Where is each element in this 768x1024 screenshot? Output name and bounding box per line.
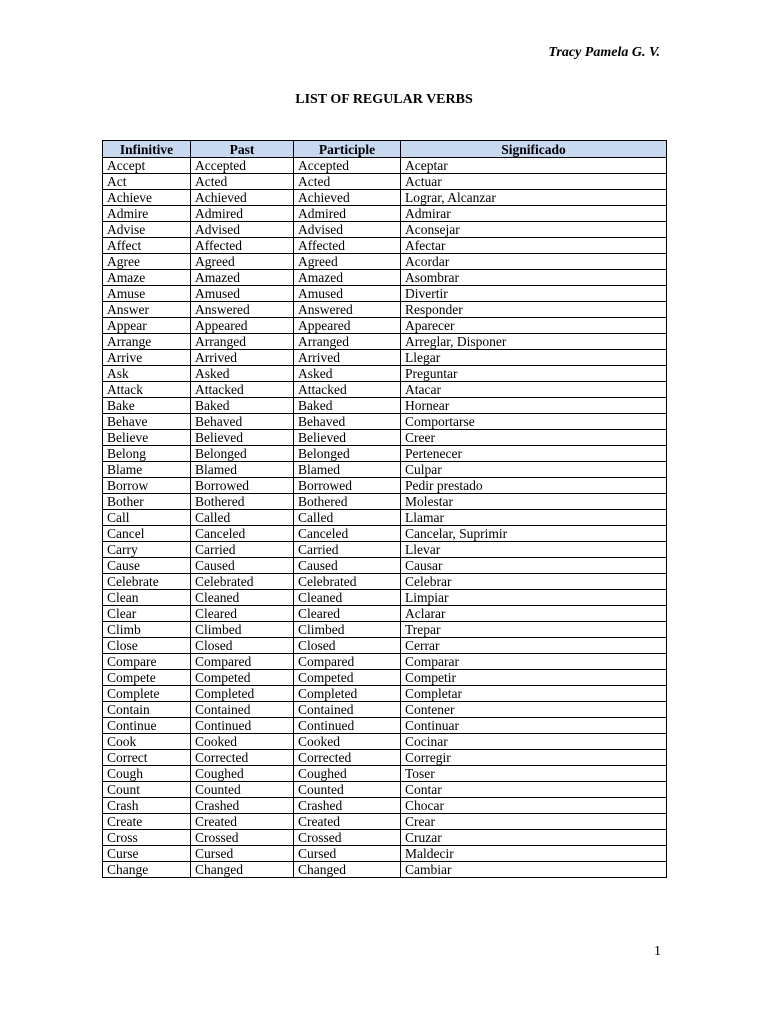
participle-cell: Cleaned [294, 590, 401, 606]
infinitive-cell: Continue [103, 718, 191, 734]
significado-cell: Lograr, Alcanzar [401, 190, 667, 206]
significado-cell: Llamar [401, 510, 667, 526]
significado-cell: Acordar [401, 254, 667, 270]
past-cell: Achieved [191, 190, 294, 206]
past-cell: Caused [191, 558, 294, 574]
infinitive-cell: Behave [103, 414, 191, 430]
infinitive-cell: Cook [103, 734, 191, 750]
table-row [103, 270, 667, 286]
table-row [103, 222, 667, 238]
infinitive-cell: Curse [103, 846, 191, 862]
participle-cell: Counted [294, 782, 401, 798]
past-cell: Arrived [191, 350, 294, 366]
past-cell: Attacked [191, 382, 294, 398]
significado-cell: Trepar [401, 622, 667, 638]
participle-cell: Crashed [294, 798, 401, 814]
infinitive-cell: Celebrate [103, 574, 191, 590]
past-cell: Asked [191, 366, 294, 382]
infinitive-cell: Appear [103, 318, 191, 334]
significado-cell: Aceptar [401, 158, 667, 174]
table-row [103, 686, 667, 702]
infinitive-cell: Cough [103, 766, 191, 782]
participle-cell: Answered [294, 302, 401, 318]
participle-cell: Canceled [294, 526, 401, 542]
significado-cell: Limpiar [401, 590, 667, 606]
infinitive-cell: Agree [103, 254, 191, 270]
table-row [103, 190, 667, 206]
significado-cell: Atacar [401, 382, 667, 398]
column-header-participle: Participle [294, 141, 401, 158]
infinitive-cell: Ask [103, 366, 191, 382]
infinitive-cell: Bother [103, 494, 191, 510]
participle-cell: Created [294, 814, 401, 830]
infinitive-cell: Affect [103, 238, 191, 254]
infinitive-cell: Answer [103, 302, 191, 318]
past-cell: Appeared [191, 318, 294, 334]
infinitive-cell: Climb [103, 622, 191, 638]
participle-cell: Behaved [294, 414, 401, 430]
participle-cell: Called [294, 510, 401, 526]
column-header-infinitive: Infinitive [103, 141, 191, 158]
participle-cell: Attacked [294, 382, 401, 398]
infinitive-cell: Borrow [103, 478, 191, 494]
past-cell: Canceled [191, 526, 294, 542]
infinitive-cell: Clean [103, 590, 191, 606]
participle-cell: Changed [294, 862, 401, 878]
significado-cell: Hornear [401, 398, 667, 414]
participle-cell: Closed [294, 638, 401, 654]
past-cell: Crossed [191, 830, 294, 846]
table-body [103, 158, 667, 878]
participle-cell: Climbed [294, 622, 401, 638]
past-cell: Amused [191, 286, 294, 302]
participle-cell: Competed [294, 670, 401, 686]
significado-cell: Actuar [401, 174, 667, 190]
participle-cell: Bothered [294, 494, 401, 510]
infinitive-cell: Amaze [103, 270, 191, 286]
participle-cell: Arranged [294, 334, 401, 350]
participle-cell: Admired [294, 206, 401, 222]
past-cell: Believed [191, 430, 294, 446]
participle-cell: Borrowed [294, 478, 401, 494]
past-cell: Answered [191, 302, 294, 318]
table-row [103, 334, 667, 350]
table-row [103, 638, 667, 654]
participle-cell: Affected [294, 238, 401, 254]
table-row [103, 302, 667, 318]
column-header-past: Past [191, 141, 294, 158]
infinitive-cell: Complete [103, 686, 191, 702]
past-cell: Cleared [191, 606, 294, 622]
author-name: Tracy Pamela G. V. [548, 45, 660, 60]
table-row [103, 622, 667, 638]
participle-cell: Coughed [294, 766, 401, 782]
significado-cell: Llegar [401, 350, 667, 366]
table-header [103, 141, 667, 158]
significado-cell: Corregir [401, 750, 667, 766]
significado-cell: Celebrar [401, 574, 667, 590]
significado-cell: Culpar [401, 462, 667, 478]
infinitive-cell: Compare [103, 654, 191, 670]
participle-cell: Belonged [294, 446, 401, 462]
table-row [103, 350, 667, 366]
infinitive-cell: Accept [103, 158, 191, 174]
table-row [103, 766, 667, 782]
past-cell: Blamed [191, 462, 294, 478]
participle-cell: Carried [294, 542, 401, 558]
significado-cell: Creer [401, 430, 667, 446]
past-cell: Called [191, 510, 294, 526]
infinitive-cell: Clear [103, 606, 191, 622]
significado-cell: Cambiar [401, 862, 667, 878]
past-cell: Crashed [191, 798, 294, 814]
table-row [103, 542, 667, 558]
past-cell: Celebrated [191, 574, 294, 590]
table-row [103, 446, 667, 462]
table-row [103, 782, 667, 798]
past-cell: Amazed [191, 270, 294, 286]
significado-cell: Completar [401, 686, 667, 702]
past-cell: Continued [191, 718, 294, 734]
participle-cell: Compared [294, 654, 401, 670]
table-row [103, 462, 667, 478]
significado-cell: Maldecir [401, 846, 667, 862]
significado-cell: Pertenecer [401, 446, 667, 462]
significado-cell: Admirar [401, 206, 667, 222]
past-cell: Climbed [191, 622, 294, 638]
significado-cell: Contener [401, 702, 667, 718]
infinitive-cell: Attack [103, 382, 191, 398]
table-row [103, 654, 667, 670]
column-header-significado: Significado [401, 141, 667, 158]
infinitive-cell: Arrange [103, 334, 191, 350]
past-cell: Borrowed [191, 478, 294, 494]
significado-cell: Preguntar [401, 366, 667, 382]
table-row [103, 718, 667, 734]
significado-cell: Comportarse [401, 414, 667, 430]
significado-cell: Cruzar [401, 830, 667, 846]
table-row [103, 478, 667, 494]
participle-cell: Continued [294, 718, 401, 734]
significado-cell: Divertir [401, 286, 667, 302]
past-cell: Acted [191, 174, 294, 190]
infinitive-cell: Act [103, 174, 191, 190]
participle-cell: Corrected [294, 750, 401, 766]
document-title: LIST OF REGULAR VERBS [295, 92, 473, 107]
significado-cell: Aconsejar [401, 222, 667, 238]
infinitive-cell: Cancel [103, 526, 191, 542]
infinitive-cell: Count [103, 782, 191, 798]
participle-cell: Cursed [294, 846, 401, 862]
table-row [103, 606, 667, 622]
past-cell: Closed [191, 638, 294, 654]
table-row [103, 206, 667, 222]
infinitive-cell: Achieve [103, 190, 191, 206]
significado-cell: Aparecer [401, 318, 667, 334]
significado-cell: Comparar [401, 654, 667, 670]
table-row [103, 590, 667, 606]
infinitive-cell: Contain [103, 702, 191, 718]
table-row [103, 862, 667, 878]
infinitive-cell: Correct [103, 750, 191, 766]
participle-cell: Asked [294, 366, 401, 382]
regular-verbs-table [102, 140, 667, 878]
table-row [103, 318, 667, 334]
participle-cell: Cleared [294, 606, 401, 622]
participle-cell: Arrived [294, 350, 401, 366]
page-number: 1 [654, 944, 661, 959]
participle-cell: Acted [294, 174, 401, 190]
participle-cell: Crossed [294, 830, 401, 846]
past-cell: Affected [191, 238, 294, 254]
table-row [103, 702, 667, 718]
infinitive-cell: Admire [103, 206, 191, 222]
infinitive-cell: Blame [103, 462, 191, 478]
table-row [103, 254, 667, 270]
participle-cell: Celebrated [294, 574, 401, 590]
table-row [103, 494, 667, 510]
participle-cell: Believed [294, 430, 401, 446]
participle-cell: Advised [294, 222, 401, 238]
past-cell: Accepted [191, 158, 294, 174]
participle-cell: Agreed [294, 254, 401, 270]
past-cell: Compared [191, 654, 294, 670]
significado-cell: Competir [401, 670, 667, 686]
past-cell: Advised [191, 222, 294, 238]
significado-cell: Chocar [401, 798, 667, 814]
table-row [103, 846, 667, 862]
participle-cell: Appeared [294, 318, 401, 334]
significado-cell: Aclarar [401, 606, 667, 622]
past-cell: Counted [191, 782, 294, 798]
past-cell: Changed [191, 862, 294, 878]
table-row [103, 158, 667, 174]
past-cell: Agreed [191, 254, 294, 270]
participle-cell: Amused [294, 286, 401, 302]
table-row [103, 286, 667, 302]
infinitive-cell: Crash [103, 798, 191, 814]
past-cell: Cursed [191, 846, 294, 862]
infinitive-cell: Compete [103, 670, 191, 686]
past-cell: Corrected [191, 750, 294, 766]
past-cell: Cooked [191, 734, 294, 750]
significado-cell: Pedir prestado [401, 478, 667, 494]
significado-cell: Contar [401, 782, 667, 798]
table-row [103, 238, 667, 254]
significado-cell: Continuar [401, 718, 667, 734]
table-row [103, 814, 667, 830]
past-cell: Competed [191, 670, 294, 686]
significado-cell: Responder [401, 302, 667, 318]
table-header-row [103, 141, 667, 158]
past-cell: Created [191, 814, 294, 830]
table-row [103, 558, 667, 574]
past-cell: Arranged [191, 334, 294, 350]
past-cell: Coughed [191, 766, 294, 782]
infinitive-cell: Believe [103, 430, 191, 446]
infinitive-cell: Amuse [103, 286, 191, 302]
significado-cell: Cancelar, Suprimir [401, 526, 667, 542]
past-cell: Belonged [191, 446, 294, 462]
past-cell: Carried [191, 542, 294, 558]
table-row [103, 750, 667, 766]
table-row [103, 510, 667, 526]
participle-cell: Contained [294, 702, 401, 718]
participle-cell: Cooked [294, 734, 401, 750]
past-cell: Admired [191, 206, 294, 222]
participle-cell: Baked [294, 398, 401, 414]
significado-cell: Cocinar [401, 734, 667, 750]
table-row [103, 382, 667, 398]
table-row [103, 798, 667, 814]
past-cell: Completed [191, 686, 294, 702]
past-cell: Baked [191, 398, 294, 414]
significado-cell: Cerrar [401, 638, 667, 654]
infinitive-cell: Change [103, 862, 191, 878]
table-row [103, 414, 667, 430]
past-cell: Bothered [191, 494, 294, 510]
infinitive-cell: Bake [103, 398, 191, 414]
past-cell: Contained [191, 702, 294, 718]
infinitive-cell: Belong [103, 446, 191, 462]
infinitive-cell: Create [103, 814, 191, 830]
table-row [103, 366, 667, 382]
infinitive-cell: Carry [103, 542, 191, 558]
significado-cell: Arreglar, Disponer [401, 334, 667, 350]
participle-cell: Accepted [294, 158, 401, 174]
significado-cell: Causar [401, 558, 667, 574]
table-row [103, 174, 667, 190]
participle-cell: Blamed [294, 462, 401, 478]
infinitive-cell: Arrive [103, 350, 191, 366]
participle-cell: Achieved [294, 190, 401, 206]
table-row [103, 670, 667, 686]
significado-cell: Molestar [401, 494, 667, 510]
infinitive-cell: Call [103, 510, 191, 526]
participle-cell: Amazed [294, 270, 401, 286]
table-row [103, 526, 667, 542]
significado-cell: Crear [401, 814, 667, 830]
infinitive-cell: Cross [103, 830, 191, 846]
past-cell: Cleaned [191, 590, 294, 606]
significado-cell: Toser [401, 766, 667, 782]
significado-cell: Llevar [401, 542, 667, 558]
past-cell: Behaved [191, 414, 294, 430]
significado-cell: Asombrar [401, 270, 667, 286]
infinitive-cell: Cause [103, 558, 191, 574]
participle-cell: Caused [294, 558, 401, 574]
table-row [103, 430, 667, 446]
table-row [103, 398, 667, 414]
table-row [103, 734, 667, 750]
table-row [103, 574, 667, 590]
table-row [103, 830, 667, 846]
participle-cell: Completed [294, 686, 401, 702]
significado-cell: Afectar [401, 238, 667, 254]
infinitive-cell: Close [103, 638, 191, 654]
infinitive-cell: Advise [103, 222, 191, 238]
